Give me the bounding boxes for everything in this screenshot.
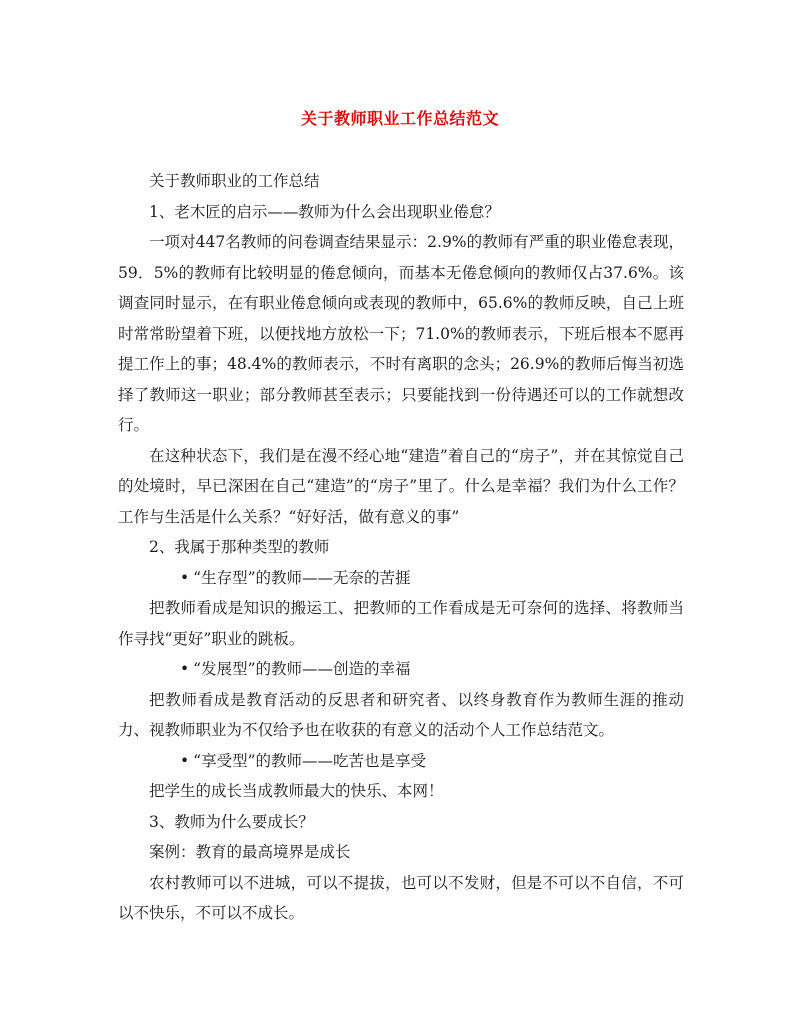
paragraph-text: 2、我属于那种类型的教师 [149,538,330,556]
bullet-icon: • [180,751,190,770]
paragraph [118,166,684,197]
paragraph [118,227,684,441]
bullet-paragraph [118,654,684,685]
paragraph-text: 把学生的成长当成教师最大的快乐、本网！ [149,782,444,800]
paragraph-text: 把教师看成是知识的搬运工、把教师的工作看成是无可奈何的选择、将教师当作寻找“更好”职业的跳板。 [118,599,684,648]
paragraph [118,593,684,654]
paragraph [118,807,684,838]
paragraph-text: 案例：教育的最高境界是成长 [149,843,351,861]
paragraph-text: “发展型”的教师——创造的幸福 [193,660,411,678]
paragraph [118,685,684,746]
paragraph-text: “生存型”的教师——无奈的苦捱 [193,568,411,587]
bullet-paragraph [118,746,684,777]
bullet-icon: • [180,568,190,587]
bullet-paragraph [118,563,684,594]
bullet-icon: • [180,660,190,678]
paragraph [118,837,684,868]
paragraph-text: 关于教师职业的工作总结 [149,172,320,190]
paragraph [118,532,684,563]
paragraph [118,776,684,807]
document-body [118,166,684,929]
paragraph-text: 农村教师可以不进城，可以不提拔，也可以不发财，但是不可以不自信，不可以不快乐，不可以不成长。 [118,873,684,922]
paragraph [118,197,684,228]
paragraph-text: 1、老木匠的启示——教师为什么会出现职业倦怠？ [149,202,500,221]
paragraph-text: 一项对447名教师的问卷调查结果显示：2.9%的教师有严重的职业倦怠表现，59．5%的教师有比较明显的倦怠倾向，而基本无倦怠倾向的教师仅占37.6%。该调查同时显示，在有职业倦怠倾向或表现的教师中，65.6%的教师反映，自己上班时常常盼望着下班，以便找地方放松一下；71.0%的教师表示，下班后根本不愿再提工作上的事；48.4%的教师表示，不时有离职的念头；26.9%的教师后悔当初选择了教师这一职业；部分教师甚至表示；只要能找到一份待遇还可以的工作就想改行。 [118,233,684,434]
paragraph-text: “享受型”的教师——吃苦也是享受 [193,751,427,770]
paragraph [118,441,684,533]
paragraph-text: 把教师看成是教育活动的反思者和研究者、以终身教育作为教师生涯的推动力、视教师职业为不仅给予也在收获的有意义的活动个人工作总结范文。 [118,690,684,739]
paragraph [118,868,684,929]
document-title: 关于教师职业工作总结范文 [300,109,499,128]
paragraph-text: 在这种状态下，我们是在漫不经心地“建造”着自己的“房子”，并在其惊觉自己的处境时，早已深困在自己“建造”的“房子”里了。什么是幸福？我们为什么工作？工作与生活是什么关系？“好好活，做有意义的事” [118,446,684,526]
paragraph-text: 3、教师为什么要成长？ [149,812,314,831]
